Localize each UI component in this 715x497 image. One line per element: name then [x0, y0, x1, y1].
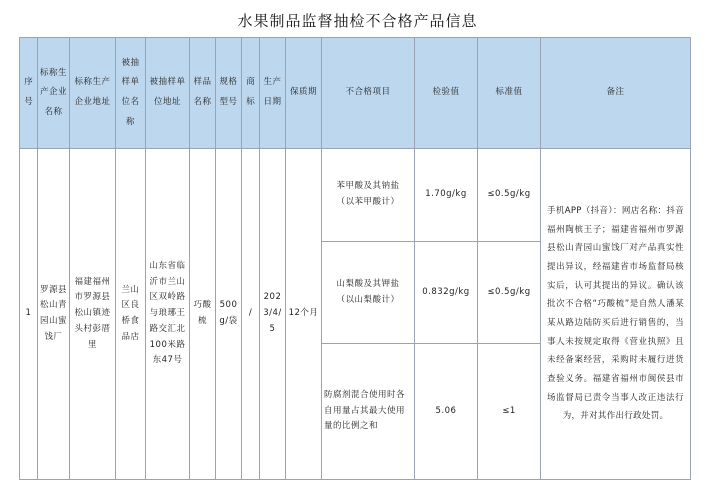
cell-sampled-unit: 兰山区良桥食品店	[116, 149, 146, 480]
cell-producer: 罗源县松山青园山蜜饯厂	[38, 149, 70, 480]
cell-item-preservative-ratio	[322, 344, 415, 480]
page-title: 水果制品监督抽检不合格产品信息	[237, 12, 478, 30]
header-production-date: 生产日期	[260, 38, 286, 149]
header-sampled-address: 被抽样单位地址	[146, 38, 190, 149]
cell-standard-value: ≤0.5g/kg	[478, 149, 541, 242]
header-shelf-life: 保质期	[286, 38, 322, 149]
header-sampled-unit: 被抽样单位名称	[116, 38, 146, 149]
cell-remark: 手机APP（抖音）：网店名称：抖音福州陶槟王子；福建省福州市罗源县松山青园山蜜饯厂对产品真实性提出异议，经福建省市场监督局核实后，认可其提出的异议。确认该批次不合格“巧酸梳”是自然人潘某某从路边陆防买后进行销售的，当事人未按规定取得《营业执照》且未经备案经营，采购时未履行进货查验义务。福建省福州市闽侯县市场监督局已责令当事人改正违法行为，并对其作出行政处罚。	[541, 149, 691, 480]
cell-spec: 500g/袋	[216, 149, 242, 480]
item-name: 防腐剂混合使用时各自用量占其最大使用量的比例之和	[324, 389, 406, 432]
header-remark: 备注	[541, 38, 691, 149]
header-nonconforming-item: 不合格项目	[322, 38, 415, 149]
cell-test-value: 0.832g/kg	[415, 242, 478, 344]
cell-producer-address: 福建福州市罗源县松山镇迹头村彭厝里	[70, 149, 116, 480]
header-producer: 标称生产企业名称	[38, 38, 70, 149]
cell-test-value: 1.70g/kg	[415, 149, 478, 242]
item-name: 苯甲酸及其钠盐	[336, 181, 400, 192]
item-name: 山梨酸及其钾盐	[336, 278, 400, 289]
header-seq: 序号	[20, 38, 38, 149]
cell-item-sorbic	[322, 242, 415, 344]
cell-item-benzoic	[322, 149, 415, 242]
nonconforming-products-table	[19, 37, 691, 480]
cell-test-value: 5.06	[415, 344, 478, 480]
cell-shelf-life: 12个月	[286, 149, 322, 480]
header-producer-address: 标称生产企业地址	[70, 38, 116, 149]
header-brand: 商标	[242, 38, 260, 149]
cell-sampled-address: 山东省临沂市兰山区双岭路与琅琊王路交汇北100米路东47号	[146, 149, 190, 480]
header-test-value: 检验值	[415, 38, 478, 149]
table-row	[20, 149, 691, 242]
cell-brand: /	[242, 149, 260, 480]
table-header-row	[20, 38, 691, 149]
header-spec: 规格型号	[216, 38, 242, 149]
cell-seq: 1	[20, 149, 38, 480]
header-standard-value: 标准值	[478, 38, 541, 149]
item-note: （以山梨酸计）	[336, 294, 400, 305]
cell-product-name: 巧酸梳	[190, 149, 216, 480]
item-note: （以苯甲酸计）	[336, 197, 400, 207]
header-product-name: 样品名称	[190, 38, 216, 149]
cell-production-date: 2023/4/5	[260, 149, 286, 480]
cell-standard-value: ≤0.5g/kg	[478, 242, 541, 344]
cell-standard-value: ≤1	[478, 344, 541, 480]
